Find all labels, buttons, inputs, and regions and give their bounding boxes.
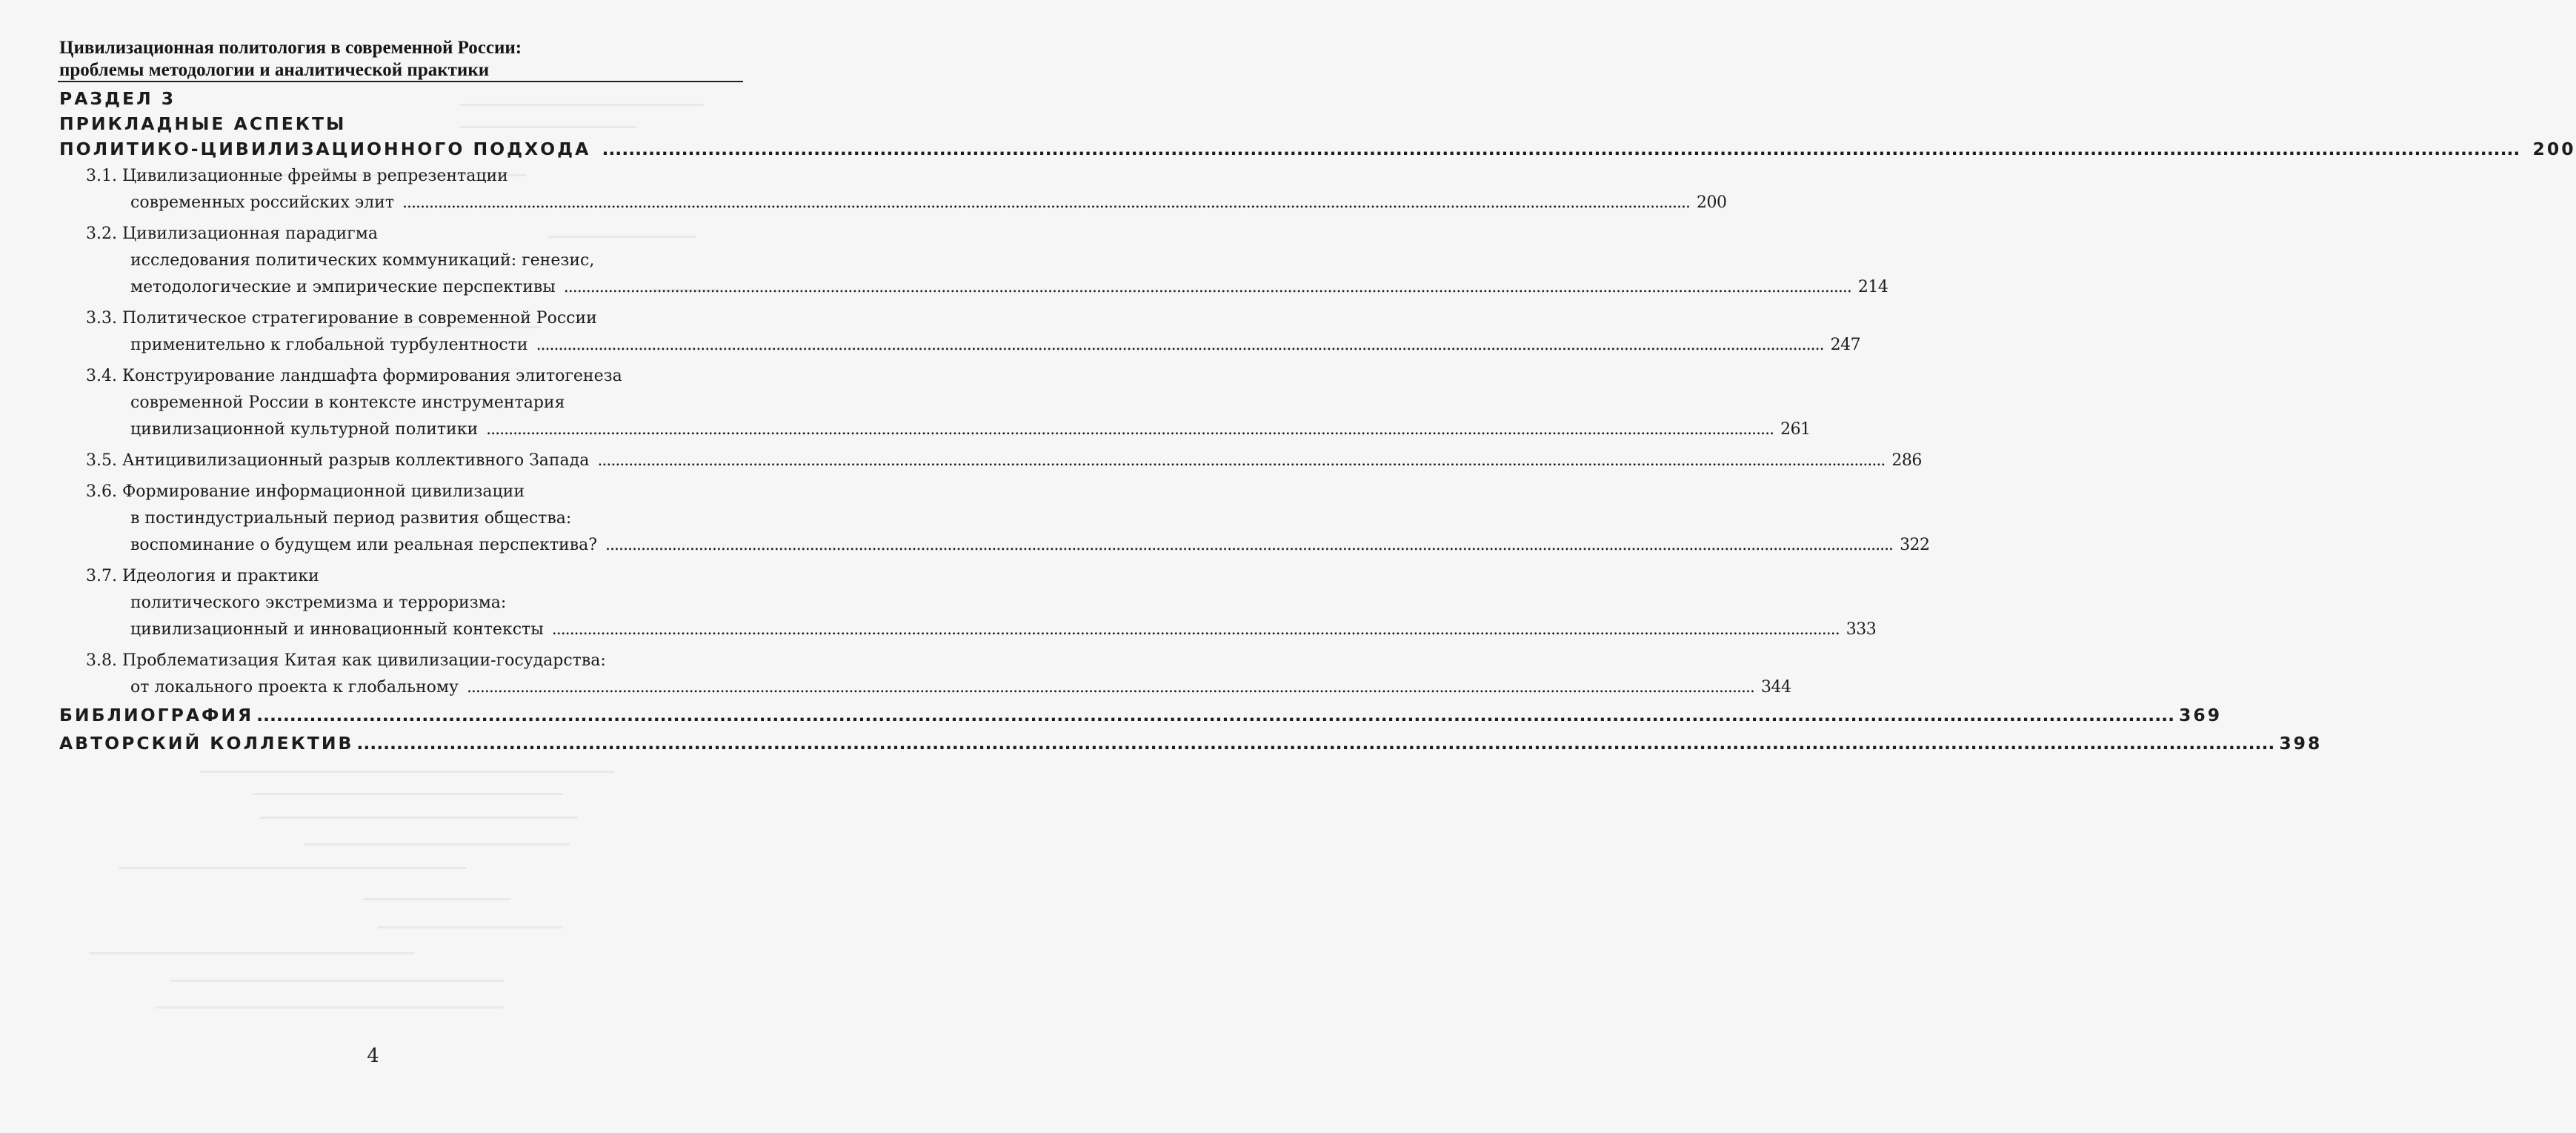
toc-entry-line: 3.8. Проблематизация Китая как цивилизации-государства: — [86, 651, 606, 670]
toc-entry-text: воспоминание о будущем или реальная перспектива? — [130, 536, 598, 554]
toc-entry-3-6 — [86, 479, 1930, 559]
toc-entry-line: в постиндустриальный период развития общества: — [130, 509, 572, 528]
toc-entry-last-line — [86, 448, 1922, 474]
dot-leader — [605, 536, 1893, 554]
dot-leader — [402, 193, 1690, 212]
toc-entry-line: 3.7. Идеология и практики — [86, 567, 319, 585]
toc-entry-text: современных российских элит — [130, 193, 394, 212]
toc-entry-text: 3.5. Антицивилизационный разрыв коллективного Запада — [86, 451, 590, 470]
toc-entry-3-3 — [86, 305, 1861, 359]
section-title-line-2 — [59, 136, 2576, 162]
toc-entry-3-2 — [86, 221, 1888, 301]
dot-leader — [356, 729, 2274, 757]
toc-page-number: 322 — [1900, 536, 1930, 554]
toc-page-number: 247 — [1830, 336, 1861, 354]
toc-entry-line: исследования политических коммуникаций: генезис, — [130, 251, 595, 270]
page-number: 4 — [367, 1045, 379, 1067]
toc-entry-line: современной России в контексте инструментария — [130, 393, 565, 412]
dot-leader — [536, 336, 1824, 354]
toc-entry-last-line — [86, 532, 1930, 559]
toc-authors — [59, 729, 2323, 757]
dot-leader — [552, 620, 1840, 639]
section-heading — [59, 86, 2576, 162]
toc-entry-last-line — [86, 332, 1861, 359]
toc-entry-text: цивилизационной культурной политики — [130, 420, 479, 439]
dot-leader — [564, 278, 1851, 296]
toc-entry-3-1 — [86, 163, 1727, 216]
running-head-line-2: проблемы методологии и аналитической практики — [59, 60, 490, 80]
toc-entry-text: применительно к глобальной турбулентности — [130, 336, 528, 354]
toc-entry-last-line — [86, 190, 1727, 216]
section-title-line-1: ПРИКЛАДНЫЕ АСПЕКТЫ — [59, 113, 347, 134]
section-title-text: ПОЛИТИКО-ЦИВИЛИЗАЦИОННОГО ПОДХОДА — [59, 139, 591, 159]
dot-leader — [467, 678, 1754, 697]
toc-entry-3-4 — [86, 363, 1811, 443]
toc-page-number: 286 — [1891, 451, 1922, 470]
toc-entry-line: 3.1. Цивилизационные фреймы в репрезентации — [86, 167, 508, 185]
dot-leader — [486, 420, 1774, 439]
toc-entry-line: 3.2. Цивилизационная парадигма — [86, 225, 378, 243]
header-rule — [58, 81, 743, 82]
toc-entry-text: от локального проекта к глобальному — [130, 678, 459, 697]
toc-entry-3-8 — [86, 648, 1791, 701]
toc-entry-line: 3.3. Политическое стратегирование в современной России — [86, 309, 597, 328]
toc-entry-line: 3.4. Конструирование ландшафта формирования элитогенеза — [86, 367, 622, 385]
toc-entry-last-line — [86, 416, 1811, 443]
section-page-number: 200 — [2532, 139, 2576, 159]
toc-bibliography — [59, 701, 2223, 729]
bibliography-page-number: 369 — [2179, 705, 2223, 725]
authors-page-number: 398 — [2279, 733, 2323, 754]
toc-entry-text: методологические и эмпирические перспективы — [130, 278, 556, 296]
running-head-line-1: Цивилизационная политология в современной России: — [59, 38, 522, 58]
table-of-contents — [0, 86, 2576, 757]
toc-entry-last-line — [86, 674, 1791, 701]
toc-page-number: 333 — [1846, 620, 1877, 639]
toc-page-number: 261 — [1780, 420, 1811, 439]
dot-leader — [597, 451, 1885, 470]
section-number: РАЗДЕЛ 3 — [59, 88, 176, 109]
dot-leader — [602, 139, 2520, 159]
toc-page-number: 344 — [1760, 678, 1791, 697]
dot-leader — [256, 701, 2174, 729]
running-head — [59, 37, 711, 82]
toc-entry-3-5 — [86, 448, 1922, 474]
authors-title: АВТОРСКИЙ КОЛЛЕКТИВ — [59, 733, 354, 754]
toc-page-number: 214 — [1857, 278, 1888, 296]
toc-entry-last-line — [86, 617, 1877, 643]
toc-entry-line: 3.6. Формирование информационной цивилизации — [86, 482, 525, 501]
toc-page-number: 200 — [1697, 193, 1727, 212]
bibliography-title: БИБЛИОГРАФИЯ — [59, 705, 254, 725]
toc-entry-last-line — [86, 274, 1888, 301]
toc-entry-text: цивилизационный и инновационный контексты — [130, 620, 544, 639]
toc-entry-line: политического экстремизма и терроризма: — [130, 594, 507, 612]
toc-entry-3-7 — [86, 563, 1877, 643]
